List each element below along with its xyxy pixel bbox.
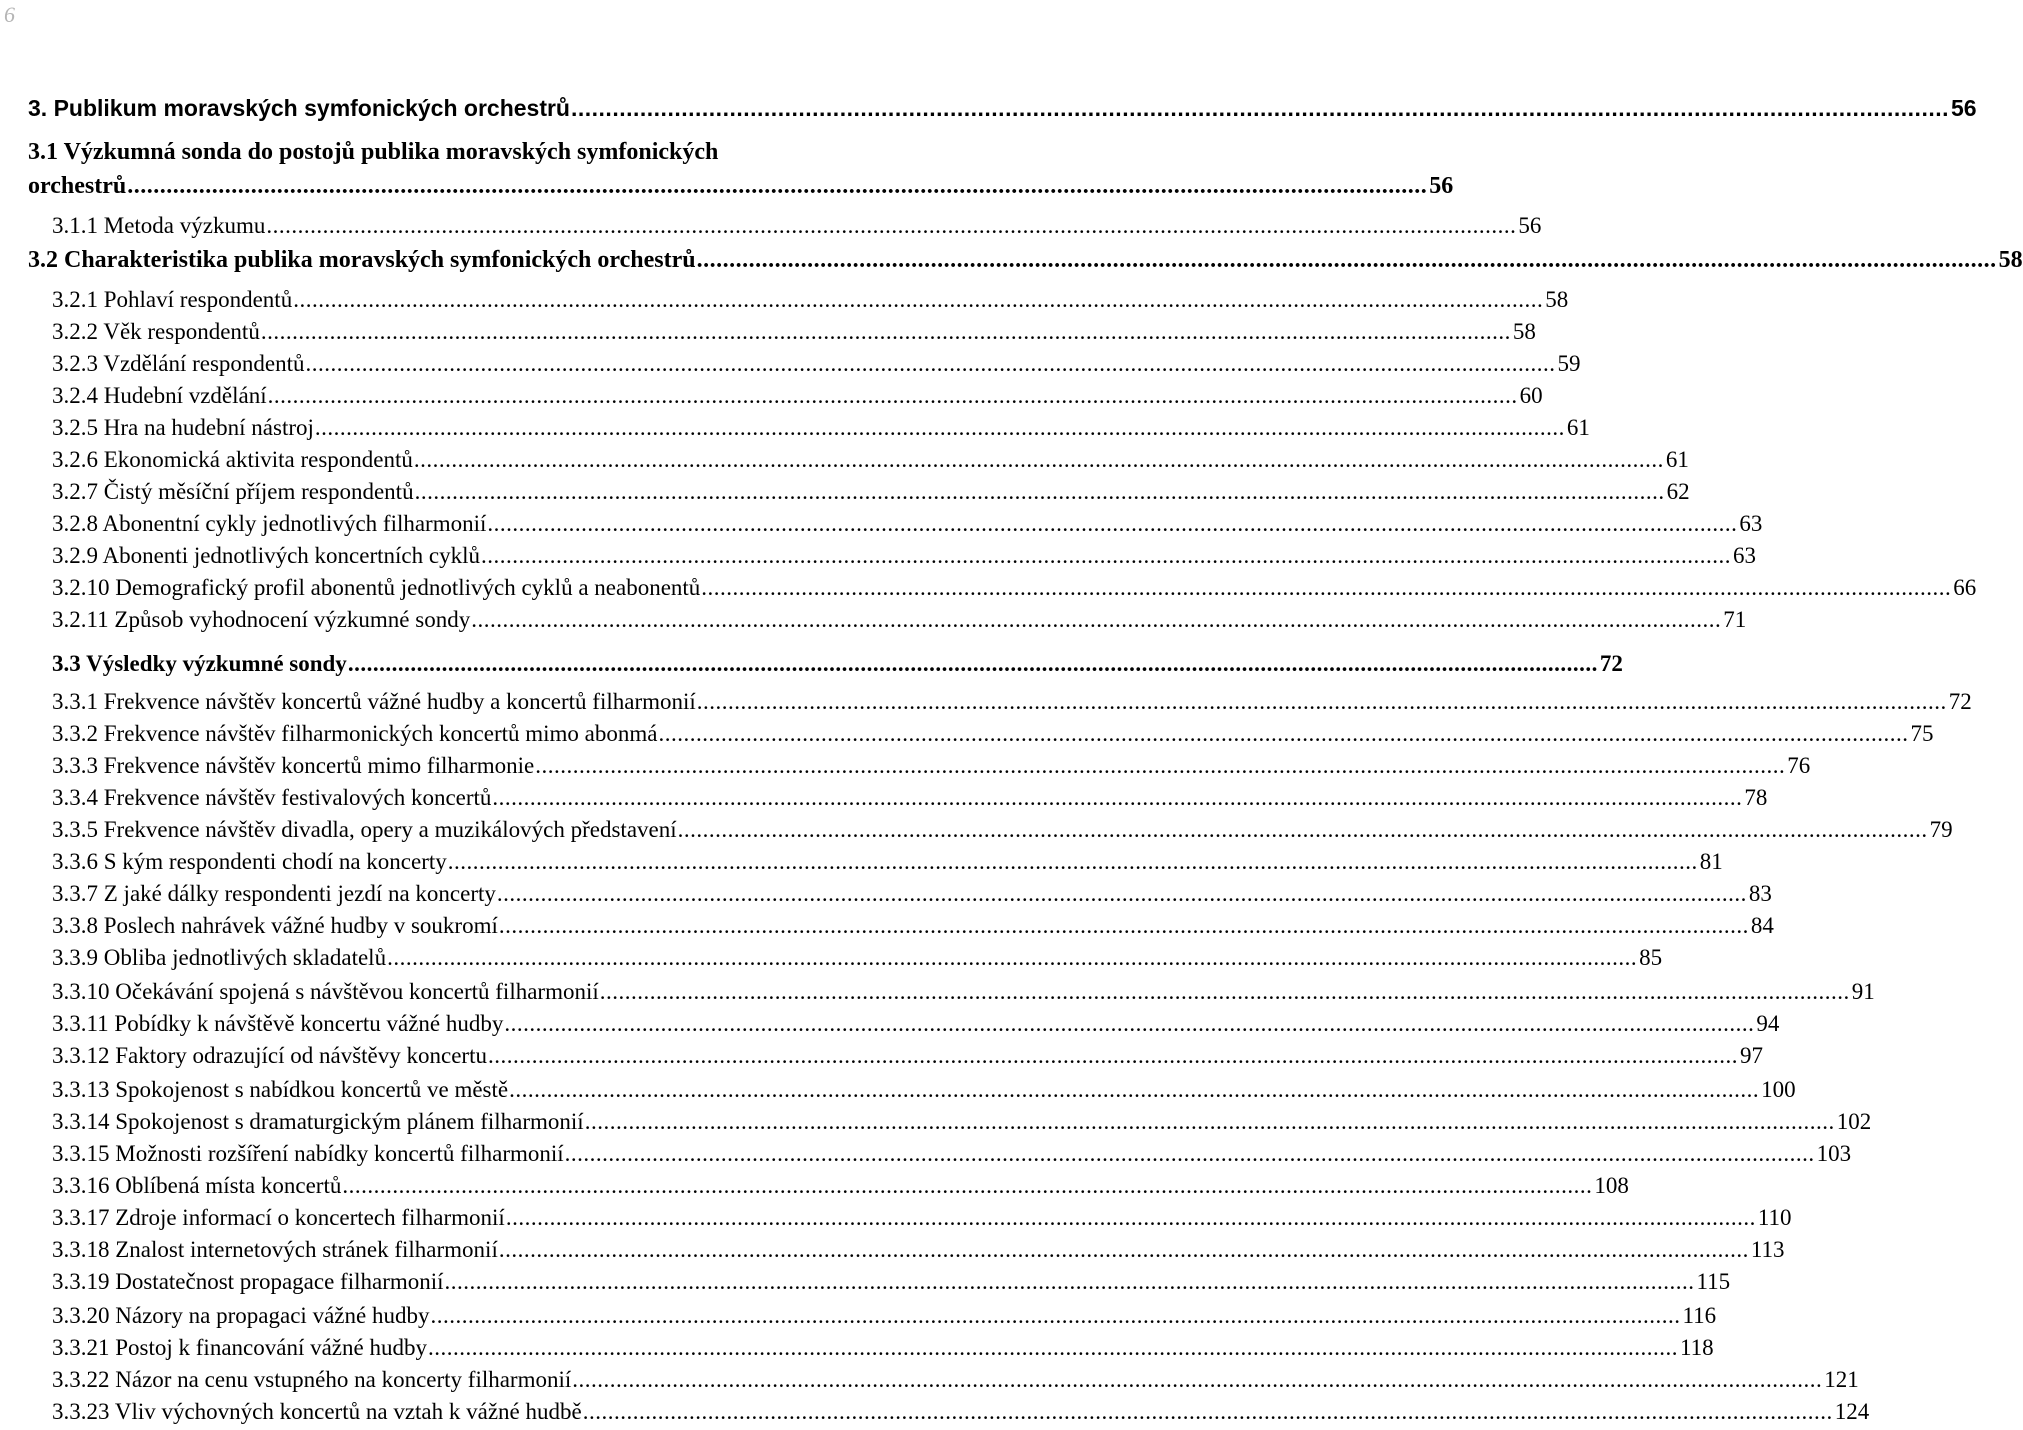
- toc-entry[interactable]: [52, 382, 1543, 410]
- toc-entry-title: 3.3.4 Frekvence návštěv festivalových koncertů: [52, 785, 492, 810]
- toc-entry[interactable]: [52, 880, 1772, 908]
- toc-entry-title: 3.3.15 Možnosti rozšíření nabídky koncertů filharmonií: [52, 1141, 564, 1166]
- toc-entry[interactable]: [52, 1334, 1714, 1362]
- toc-chapter-entry[interactable]: [28, 94, 1977, 122]
- toc-leader-dots: ........................................................................................................................................................................................................: [492, 785, 1743, 810]
- toc-entry-page: 62: [1666, 479, 1690, 504]
- toc-entry-title: 3.3.5 Frekvence návštěv divadla, opery a muzikálových představení: [52, 817, 677, 842]
- toc-entry-page: 72: [1599, 651, 1623, 676]
- toc-leader-dots: ........................................................................................................................................................................................................: [480, 543, 1731, 568]
- toc-entry[interactable]: [52, 1302, 1717, 1330]
- toc-leader-dots: ........................................................................................................................................................................................................: [347, 651, 1598, 676]
- toc-leader-dots: ........................................................................................................................................................................................................: [267, 383, 1518, 408]
- toc-leader-dots: ........................................................................................................................................................................................................: [447, 849, 1698, 874]
- toc-entry-page: 94: [1756, 1011, 1780, 1036]
- toc-entry-page: 116: [1682, 1303, 1717, 1328]
- toc-section-entry[interactable]: [28, 172, 1454, 200]
- toc-entry-title: 3.2.8 Abonentní cykly jednotlivých filharmonií: [52, 511, 487, 536]
- toc-entry-title: 3.1.1 Metoda výzkumu: [52, 213, 266, 238]
- toc-entry-title: 3.3.23 Vliv výchovných koncertů na vztah k vážné hudbě: [52, 1399, 582, 1424]
- toc-entry[interactable]: [52, 542, 1756, 570]
- toc-entry-title: 3.3.9 Obliba jednotlivých skladatelů: [52, 945, 387, 970]
- toc-entry[interactable]: [52, 944, 1663, 972]
- toc-entry[interactable]: [52, 912, 1774, 940]
- toc-entry-page: 85: [1639, 945, 1663, 970]
- toc-entry[interactable]: [52, 1108, 1872, 1136]
- toc-entry-page: 75: [1910, 721, 1934, 746]
- toc-entry[interactable]: [52, 1042, 1763, 1070]
- toc-entry[interactable]: [52, 414, 1590, 442]
- toc-leader-dots: ........................................................................................................................................................................................................: [570, 95, 1950, 121]
- toc-leader-dots: ........................................................................................................................................................................................................: [535, 753, 1786, 778]
- toc-entry[interactable]: [52, 286, 1569, 314]
- toc-entry-page: 100: [1761, 1077, 1796, 1102]
- toc-entry[interactable]: [52, 1010, 1780, 1038]
- toc-entry-title: 3.3.8 Poslech nahrávek vážné hudby v soukromí: [52, 913, 498, 938]
- toc-entry-title: 3.2.9 Abonenti jednotlivých koncertních cyklů: [52, 543, 480, 568]
- toc-entry-title: 3.3.2 Frekvence návštěv filharmonických koncertů mimo abonmá: [52, 721, 658, 746]
- toc-leader-dots: ........................................................................................................................................................................................................: [505, 1205, 1756, 1230]
- toc-entry[interactable]: [52, 650, 1623, 678]
- toc-leader-dots: ........................................................................................................................................................................................................: [504, 1011, 1755, 1036]
- toc-entry[interactable]: [52, 688, 1972, 716]
- toc-entry-page: 58: [1545, 287, 1569, 312]
- toc-entry[interactable]: [52, 1268, 1731, 1296]
- toc-entry-page: 91: [1851, 979, 1875, 1004]
- toc-leader-dots: ........................................................................................................................................................................................................: [471, 607, 1722, 632]
- toc-entry[interactable]: [52, 446, 1689, 474]
- toc-leader-dots: ........................................................................................................................................................................................................: [305, 351, 1556, 376]
- toc-entry-title: 3.3.10 Očekávání spojená s návštěvou koncertů filharmonií: [52, 979, 599, 1004]
- toc-entry-page: 56: [1951, 95, 1977, 121]
- toc-entry[interactable]: [52, 1076, 1796, 1104]
- toc-entry-title: 3.2.1 Pohlaví respondentů: [52, 287, 293, 312]
- toc-entry[interactable]: [52, 1366, 1859, 1394]
- toc-entry[interactable]: [52, 1140, 1852, 1168]
- toc-entry[interactable]: [52, 1204, 1792, 1232]
- toc-entry-title: orchestrů: [28, 173, 127, 199]
- toc-entry-title: 3.3.11 Pobídky k návštěvě koncertu vážné hudby: [52, 1011, 504, 1036]
- toc-entry-page: 84: [1750, 913, 1774, 938]
- toc-entry[interactable]: [52, 606, 1747, 634]
- toc-entry-page: 121: [1824, 1367, 1859, 1392]
- toc-entry-page: 83: [1748, 881, 1772, 906]
- toc-entry-page: 103: [1816, 1141, 1852, 1166]
- toc-leader-dots: ........................................................................................................................................................................................................: [444, 1269, 1695, 1294]
- toc-leader-dots: ........................................................................................................................................................................................................: [427, 1335, 1678, 1360]
- toc-entry-page: 59: [1557, 351, 1581, 376]
- toc-entry[interactable]: [52, 1172, 1629, 1200]
- toc-leader-dots: ........................................................................................................................................................................................................: [487, 1043, 1738, 1068]
- toc-leader-dots: ........................................................................................................................................................................................................: [696, 247, 1997, 273]
- toc-entry-page: 110: [1757, 1205, 1792, 1230]
- toc-leader-dots: ........................................................................................................................................................................................................: [487, 511, 1738, 536]
- toc-entry-page: 66: [1953, 575, 1977, 600]
- toc-leader-dots: ........................................................................................................................................................................................................: [572, 1367, 1823, 1392]
- toc-entry-title: 3.3.1 Frekvence návštěv koncertů vážné hudby a koncertů filharmonií: [52, 689, 696, 714]
- toc-entry[interactable]: [52, 574, 1977, 602]
- toc-entry-title: 3.2.7 Čistý měsíční příjem respondentů: [52, 479, 414, 504]
- toc-entry-page: 81: [1699, 849, 1723, 874]
- toc-entry[interactable]: [52, 350, 1581, 378]
- toc-leader-dots: ........................................................................................................................................................................................................: [696, 689, 1947, 714]
- toc-leader-dots: ........................................................................................................................................................................................................: [127, 173, 1428, 199]
- toc-entry[interactable]: [28, 246, 2023, 274]
- toc-entry-page: 56: [1518, 213, 1542, 238]
- toc-entry-title: 3.3.19 Dostatečnost propagace filharmonií: [52, 1269, 444, 1294]
- toc-entry[interactable]: [52, 478, 1690, 506]
- toc-entry-title: 3.2.2 Věk respondentů: [52, 319, 260, 344]
- toc-entry[interactable]: [52, 848, 1723, 876]
- toc-leader-dots: ........................................................................................................................................................................................................: [498, 913, 1749, 938]
- toc-entry-page: 63: [1739, 511, 1763, 536]
- toc-leader-dots: ........................................................................................................................................................................................................: [582, 1399, 1833, 1424]
- toc-entry-title: 3.3.12 Faktory odrazující od návštěvy koncertu: [52, 1043, 487, 1068]
- toc-entry-title: 3.2.11 Způsob vyhodnocení výzkumné sondy: [52, 607, 471, 632]
- toc-entry[interactable]: [52, 1236, 1785, 1264]
- toc-leader-dots: ........................................................................................................................................................................................................: [430, 1303, 1681, 1328]
- toc-entry-title: 3. Publikum moravských symfonických orchestrů: [28, 95, 570, 121]
- toc-entry[interactable]: [52, 318, 1536, 346]
- toc-leader-dots: ........................................................................................................................................................................................................: [293, 287, 1544, 312]
- toc-leader-dots: ........................................................................................................................................................................................................: [266, 213, 1517, 238]
- toc-leader-dots: ........................................................................................................................................................................................................: [677, 817, 1928, 842]
- toc-leader-dots: ........................................................................................................................................................................................................: [584, 1109, 1835, 1134]
- toc-entry-page: 124: [1834, 1399, 1870, 1424]
- toc-leader-dots: ........................................................................................................................................................................................................: [496, 881, 1747, 906]
- toc-entry-page: 61: [1665, 447, 1689, 472]
- toc-entry-page: 108: [1594, 1173, 1629, 1198]
- toc-entry-title: 3.3.20 Názory na propagaci vážné hudby: [52, 1303, 430, 1328]
- toc-entry[interactable]: [52, 212, 1542, 240]
- toc-entry-page: 115: [1696, 1269, 1731, 1294]
- toc-leader-dots: ........................................................................................................................................................................................................: [314, 415, 1565, 440]
- toc-leader-dots: ........................................................................................................................................................................................................: [564, 1141, 1815, 1166]
- toc-leader-dots: ........................................................................................................................................................................................................: [509, 1077, 1760, 1102]
- toc-entry-page: 79: [1929, 817, 1953, 842]
- toc-entry-title: 3.3.18 Znalost internetových stránek filharmonií: [52, 1237, 498, 1262]
- toc-entry-title: 3.3.16 Oblíbená místa koncertů: [52, 1173, 342, 1198]
- toc-entry-title: 3.3.6 S kým respondenti chodí na koncerty: [52, 849, 447, 874]
- toc-entry[interactable]: [52, 816, 1953, 844]
- toc-entry-page: 102: [1836, 1109, 1872, 1134]
- toc-entry-title: 3.3.21 Postoj k financování vážné hudby: [52, 1335, 427, 1360]
- toc-entry-page: 71: [1723, 607, 1747, 632]
- toc-leader-dots: ........................................................................................................................................................................................................: [342, 1173, 1593, 1198]
- toc-entry[interactable]: [52, 784, 1768, 812]
- toc-entry-title: 3.2 Charakteristika publika moravských symfonických orchestrů: [28, 247, 696, 273]
- toc-entry-page: 58: [1512, 319, 1536, 344]
- toc-entry[interactable]: [52, 510, 1763, 538]
- toc-entry-page: 58: [1998, 247, 2023, 273]
- toc-leader-dots: ........................................................................................................................................................................................................: [413, 447, 1664, 472]
- toc-leader-dots: ........................................................................................................................................................................................................: [387, 945, 1638, 970]
- toc-entry-page: 78: [1744, 785, 1768, 810]
- toc-entry[interactable]: [52, 1398, 1870, 1426]
- toc-entry-title: 3.3.22 Názor na cenu vstupného na koncerty filharmonií: [52, 1367, 572, 1392]
- toc-leader-dots: ........................................................................................................................................................................................................: [414, 479, 1665, 504]
- toc-entry-page: 118: [1679, 1335, 1714, 1360]
- toc-leader-dots: ........................................................................................................................................................................................................: [658, 721, 1909, 746]
- toc-entry[interactable]: [52, 720, 1934, 748]
- toc-entry-title: 3.3.7 Z jaké dálky respondenti jezdí na koncerty: [52, 881, 496, 906]
- toc-entry-page: 72: [1948, 689, 1972, 714]
- toc-section-title-line[interactable]: 3.1 Výzkumná sonda do postojů publika moravských symfonických: [28, 139, 719, 165]
- toc-leader-dots: ........................................................................................................................................................................................................: [599, 979, 1850, 1004]
- toc-entry-title: 3.2.4 Hudební vzdělání: [52, 383, 267, 408]
- toc-entry-page: 61: [1566, 415, 1590, 440]
- toc-entry-title: 3.3.14 Spokojenost s dramaturgickým plánem filharmonií: [52, 1109, 584, 1134]
- toc-entry-title: 3.3 Výsledky výzkumné sondy: [52, 651, 347, 676]
- toc-leader-dots: ........................................................................................................................................................................................................: [498, 1237, 1749, 1262]
- toc-entry-title: 3.2.10 Demografický profil abonentů jednotlivých cyklů a neabonentů: [52, 575, 701, 600]
- toc-entry-page: 60: [1519, 383, 1543, 408]
- toc-entry-page: 97: [1739, 1043, 1763, 1068]
- toc-leader-dots: ........................................................................................................................................................................................................: [260, 319, 1511, 344]
- toc-entry-title: 3.2.5 Hra na hudební nástroj: [52, 415, 314, 440]
- toc-entry[interactable]: [52, 978, 1875, 1006]
- toc-entry-page: 76: [1787, 753, 1811, 778]
- toc-entry-title: 3.2.3 Vzdělání respondentů: [52, 351, 305, 376]
- page-number: 6: [4, 2, 15, 27]
- toc-entry-title: 3.3.17 Zdroje informací o koncertech filharmonií: [52, 1205, 505, 1230]
- toc-entry-page: 63: [1732, 543, 1756, 568]
- toc-entry-page: 113: [1750, 1237, 1785, 1262]
- toc-entry-page: 56: [1429, 173, 1454, 199]
- toc-entry[interactable]: [52, 752, 1811, 780]
- toc-entry-title: 3.3.3 Frekvence návštěv koncertů mimo filharmonie: [52, 753, 535, 778]
- toc-entry-title: 3.3.13 Spokojenost s nabídkou koncertů ve městě: [52, 1077, 509, 1102]
- toc-leader-dots: ........................................................................................................................................................................................................: [701, 575, 1952, 600]
- toc-entry-title: 3.2.6 Ekonomická aktivita respondentů: [52, 447, 413, 472]
